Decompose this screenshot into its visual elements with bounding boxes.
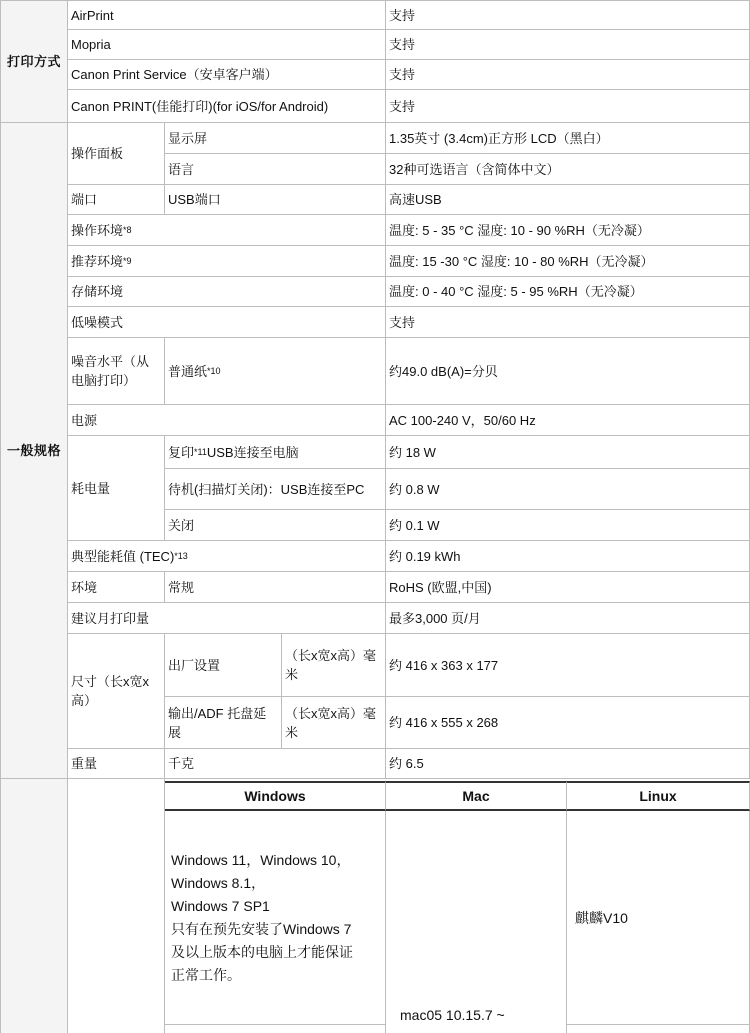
divider <box>165 1024 385 1025</box>
group-label: 一般规格 <box>6 443 61 458</box>
row-canon-print-value: 支持 <box>386 90 750 123</box>
row-canon-print-label: Canon PRINT(佳能打印)(for iOS/for Android) <box>68 90 386 123</box>
divider <box>567 1024 749 1025</box>
row-airprint-label: AirPrint <box>68 0 386 30</box>
panel-label: 操作面板 <box>68 123 165 185</box>
panel-language-value: 32种可选语言（含简体中文） <box>386 154 750 185</box>
os-header-linux: Linux <box>567 781 750 811</box>
size-output-label: 输出/ADF 托盘延展 <box>165 697 282 749</box>
windows-line: 只有在预先安装了Windows 7 <box>171 921 352 937</box>
row-mopria-value: 支持 <box>386 30 750 60</box>
low-noise-value: 支持 <box>386 307 750 338</box>
tec-value: 约 0.19 kWh <box>386 541 750 572</box>
weight-sub: 千克 <box>165 749 386 779</box>
linux-version: 麒麟V10 <box>575 910 628 926</box>
noise-value: 约49.0 dB(A)=分贝 <box>386 338 750 405</box>
os-label-column <box>68 779 165 1033</box>
group-os <box>0 779 68 1033</box>
environment-value: RoHS (欧盟,中国) <box>386 572 750 603</box>
environment-sub: 常规 <box>165 572 386 603</box>
windows-line: Windows 8.1， <box>171 875 266 891</box>
size-label: 尺寸（长x宽x高） <box>68 634 165 749</box>
port-value: 高速USB <box>386 185 750 215</box>
windows-line: Windows 11，Windows 10， <box>171 852 351 868</box>
group-label: 打印方式 <box>6 54 61 69</box>
size-factory-value: 约 416 x 363 x 177 <box>386 634 750 697</box>
weight-value: 约 6.5 <box>386 749 750 779</box>
weight-label: 重量 <box>68 749 165 779</box>
power-value: AC 100-240 V，50/60 Hz <box>386 405 750 436</box>
mac-version: mac05 10.15.7 ~ <box>400 1007 505 1023</box>
port-sub: USB端口 <box>165 185 386 215</box>
os-header-windows: Windows <box>165 781 386 811</box>
panel-display-label: 显示屏 <box>165 123 386 154</box>
low-noise-label: 低噪模式 <box>68 307 386 338</box>
noise-sub: 普通纸 *10 <box>165 338 386 405</box>
storage-env-value: 温度: 0 - 40 °C 湿度: 5 - 95 %RH（无冷凝） <box>386 277 750 307</box>
consumption-copy-label: 复印 *11 USB连接至电脑 <box>165 436 386 469</box>
group-print-methods <box>0 0 68 123</box>
recommended-env-label: 推荐环境 *9 <box>68 246 386 277</box>
size-output-unit: （长x宽x高）毫米 <box>282 697 386 749</box>
windows-line: 及以上版本的电脑上才能保证 <box>171 944 353 960</box>
monthly-value: 最多3,000 页/月 <box>386 603 750 634</box>
panel-display-value: 1.35英寸 (3.4cm)正方形 LCD（黑白） <box>386 123 750 154</box>
row-mopria-label: Mopria <box>68 30 386 60</box>
operating-env-value: 温度: 5 - 35 °C 湿度: 10 - 90 %RH（无冷凝） <box>386 215 750 246</box>
windows-line: 正常工作。 <box>171 967 241 983</box>
consumption-off-value: 约 0.1 W <box>386 510 750 541</box>
size-factory-label: 出厂设置 <box>165 634 282 697</box>
consumption-copy-value: 约 18 W <box>386 436 750 469</box>
panel-language-label: 语言 <box>165 154 386 185</box>
row-canon-print-service-label: Canon Print Service（安卓客户端） <box>68 60 386 90</box>
os-header-mac: Mac <box>386 781 567 811</box>
recommended-env-value: 温度: 15 -30 °C 湿度: 10 - 80 %RH（无冷凝） <box>386 246 750 277</box>
storage-env-label: 存储环境 <box>68 277 386 307</box>
row-canon-print-service-value: 支持 <box>386 60 750 90</box>
port-label: 端口 <box>68 185 165 215</box>
power-label: 电源 <box>68 405 386 436</box>
size-output-value: 约 416 x 555 x 268 <box>386 697 750 749</box>
consumption-standby-value: 约 0.8 W <box>386 469 750 510</box>
row-airprint-value: 支持 <box>386 0 750 30</box>
noise-label: 噪音水平（从电脑打印） <box>68 338 165 405</box>
windows-line: Windows 7 SP1 <box>171 898 270 914</box>
group-general-specs <box>0 123 68 779</box>
consumption-standby-label: 待机(扫描灯关闭)：USB连接至PC <box>165 469 386 510</box>
tec-label: 典型能耗值 (TEC) *13 <box>68 541 386 572</box>
operating-env-label: 操作环境 *8 <box>68 215 386 246</box>
environment-label: 环境 <box>68 572 165 603</box>
os-windows-body <box>165 811 386 1033</box>
os-linux-body <box>567 811 750 1033</box>
monthly-label: 建议月打印量 <box>68 603 386 634</box>
consumption-label: 耗电量 <box>68 436 165 541</box>
os-mac-body <box>386 811 567 1033</box>
size-factory-unit: （长x宽x高）毫米 <box>282 634 386 697</box>
consumption-off-label: 关闭 <box>165 510 386 541</box>
